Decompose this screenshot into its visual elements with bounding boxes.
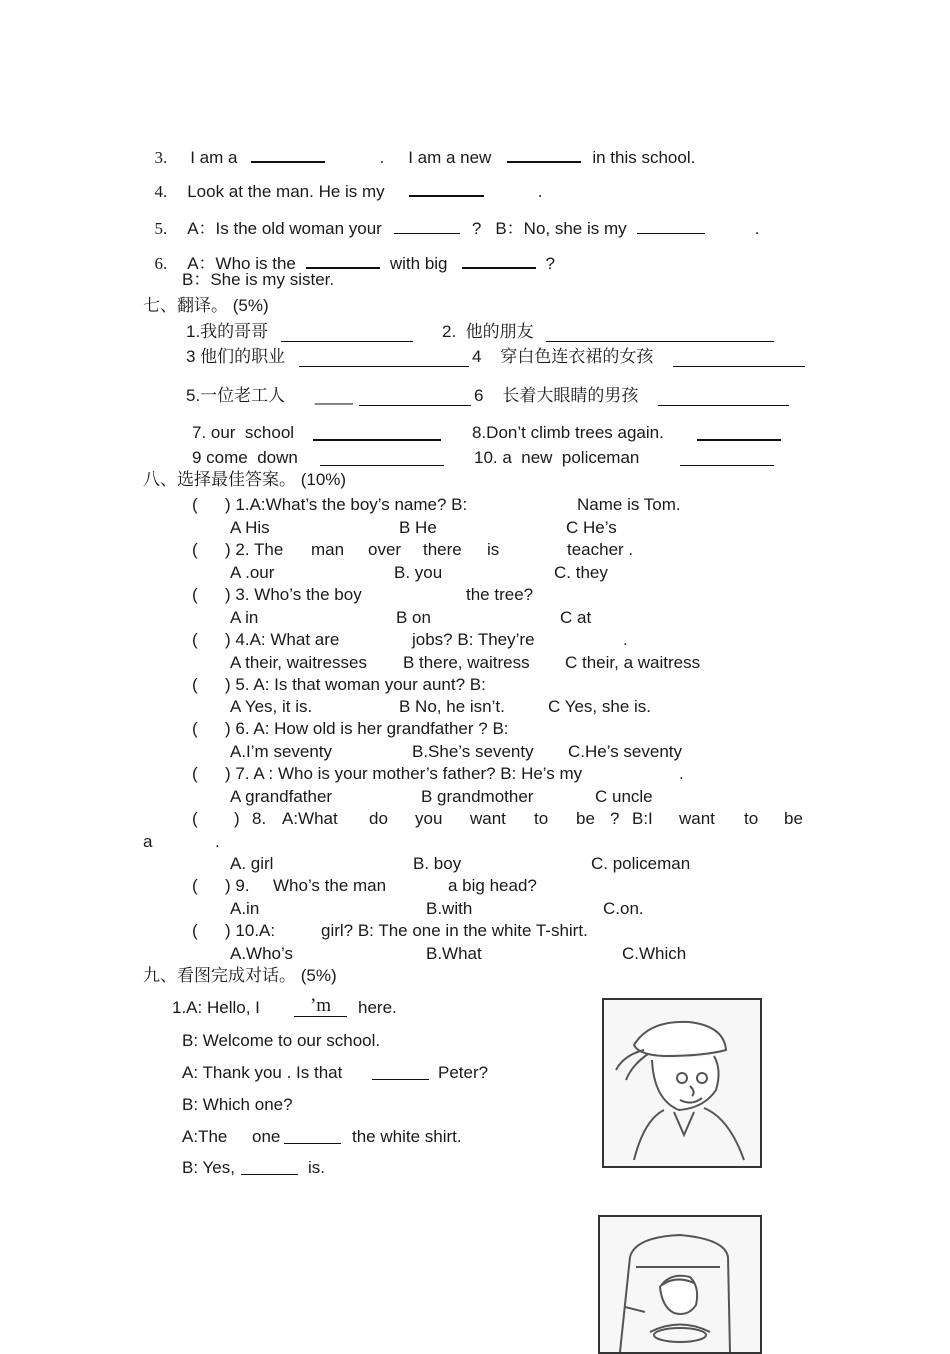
option[interactable]: C He’s [566,518,617,537]
q-text: in this school. [592,148,696,167]
translate-item: 3 他们的职业 [186,347,286,366]
q-word: there [423,540,462,559]
dialog-line: one [252,1127,281,1146]
q-number: 6. [154,254,168,273]
driver-car-icon [600,1217,760,1352]
bracket-open[interactable]: ( [192,719,198,738]
translate-item: 1.我的哥哥 [186,322,269,341]
q4-line [145,162,542,202]
answer-blank[interactable] [409,194,484,197]
option[interactable]: C Yes, she is. [548,697,652,716]
option[interactable]: A grandfather [230,787,333,806]
bracket-close: ) [234,809,240,828]
option[interactable]: B No, he isn’t. [399,697,505,716]
bracket-open[interactable]: ( [192,585,198,604]
answer-blank[interactable] [673,365,805,367]
translate-item: 2. 他的朋友 [442,322,534,341]
option[interactable]: C.Which [622,944,687,963]
q-word: to [534,809,549,828]
answer-blank[interactable] [546,340,774,342]
q-text: I am a [190,148,238,167]
option[interactable]: A in [230,608,259,627]
q-text: I am a new [408,148,492,167]
option[interactable]: A their, waitresses [230,653,368,672]
choice-stem [225,540,283,560]
q-text: . [537,182,543,201]
q-text: . [215,832,220,851]
answer-blank[interactable] [372,1078,429,1080]
translate-item: 5.一位老工人 [186,386,286,405]
answer-blank[interactable] [284,1142,341,1144]
translate-item: 7. our school [192,423,295,442]
underscore-text: ____ [315,386,353,405]
option[interactable]: B. you [394,563,443,582]
q-word: want [679,809,715,828]
answer-blank[interactable] [658,404,789,406]
dialog-line: is. [308,1158,325,1177]
q-text: 9. [235,876,250,895]
q-word: ? [610,809,620,828]
q-text: a big head? [448,876,537,895]
bracket-close: ) [225,495,231,514]
q-text: A：Is the old woman your [187,219,382,238]
option[interactable]: C. policeman [591,854,691,873]
boy-cap-icon [604,1000,760,1166]
q-word: want [470,809,506,828]
q-word: be [784,809,803,828]
option[interactable]: A.I’m seventy [230,742,333,761]
bracket-close: ) [225,630,231,649]
q-text: 5. A: Is that woman your aunt? B: [235,675,486,694]
bracket-open[interactable]: ( [192,495,198,514]
q-word: B:I [632,809,653,828]
q-text: 7. A : Who is your mother’s father? B: He’s my [235,764,583,783]
q-text: Look at the man. He is my [187,182,385,201]
q-text: 4.A: What are [235,630,340,649]
q-text: 3. Who’s the boy [235,585,362,604]
q-number: 5. [154,219,168,238]
bracket-close: ) [225,585,231,604]
option[interactable]: A. girl [230,854,274,873]
bracket-open[interactable]: ( [192,876,198,895]
q-text: . [754,219,760,238]
q6-line [145,234,555,274]
bracket-close: ) [225,876,231,895]
answer-blank[interactable] [320,464,444,466]
q-text: girl? B: The one in the white T-shirt. [321,921,588,940]
q-text: B：No, she is my [495,219,627,238]
bracket-close: ) [225,675,231,694]
dialog-line: B: Which one? [182,1095,293,1114]
q-word: man [311,540,345,559]
bracket-open[interactable]: ( [192,675,198,694]
bracket-open[interactable]: ( [192,540,198,559]
dialog-line: B: Yes, [182,1158,235,1177]
answer-blank[interactable] [462,266,536,269]
answer-blank[interactable] [241,1173,298,1175]
q-word: do [369,809,388,828]
q-text: 1.A:What’s the boy’s name? B: [235,495,468,514]
option[interactable]: B. boy [413,854,462,873]
q-number: 3. [154,148,168,167]
translate-item: 6 长着大眼睛的男孩 [474,386,639,405]
dialog-line: Peter? [438,1063,489,1082]
option[interactable]: C. they [554,563,608,582]
bracket-open[interactable]: ( [192,921,198,940]
option[interactable]: B.with [426,899,473,918]
filled-answer[interactable]: ’m [294,996,347,1017]
q-text: ? [471,219,482,238]
option[interactable]: C uncle [595,787,653,806]
answer-blank[interactable] [306,266,380,269]
q-word: be [576,809,595,828]
translate-item: 9 come down [192,448,298,467]
option[interactable]: A His [230,518,270,537]
choice-stem [225,764,582,784]
translate-item: 8.Don’t climb trees again. [472,423,664,442]
option[interactable]: B.She’s seventy [412,742,534,761]
q6-reply: B：She is my sister. [182,270,335,289]
q-word: you [415,809,443,828]
section-9-heading: 九、看图完成对话。 (5%) [143,966,337,985]
q-text: 8. [252,809,267,828]
answer-blank[interactable] [637,232,705,234]
picture-driver-car [598,1215,762,1354]
option[interactable]: B grandmother [421,787,534,806]
bracket-close: ) [225,921,231,940]
option[interactable]: A.in [230,899,260,918]
answer-blank[interactable] [697,438,781,441]
q5-line [145,199,759,239]
q-word: A:What [282,809,338,828]
q-text: the tree? [466,585,534,604]
q-text: 6. A: How old is her grandfather ? B: [235,719,509,738]
dialog-line: the white shirt. [352,1127,462,1146]
q-text: jobs? B: They’re [412,630,535,649]
bracket-close: ) [225,764,231,783]
q-text: a [143,832,153,851]
q-text: ? [545,254,555,273]
q-text: . [679,764,684,783]
choice-stem [225,921,275,941]
q-text: Who’s the man [273,876,387,895]
option[interactable]: A.Who’s [230,944,293,963]
bracket-close: ) [225,719,231,738]
section-7-heading: 七、翻译。 (5%) [143,296,269,315]
choice-stem [225,719,509,739]
bracket-open[interactable]: ( [192,630,198,649]
option[interactable]: C their, a waitress [565,653,701,672]
q-text: 10.A: [235,921,276,940]
option[interactable]: B on [396,608,431,627]
answer-blank[interactable] [359,404,471,406]
q-text: A：Who is the [187,254,296,273]
choice-stem [225,675,486,695]
option[interactable]: B there, waitress [403,653,530,672]
dialog-line: A:The [182,1127,228,1146]
q-word: over [368,540,402,559]
choice-stem [225,876,250,896]
answer-blank[interactable] [281,340,413,342]
choice-stem [225,495,467,515]
option[interactable]: B.What [426,944,482,963]
picture-boy-cap [602,998,762,1168]
answer-blank[interactable] [680,464,774,466]
dialog-line: A: Thank you . Is that [182,1063,343,1082]
option[interactable]: C.He’s seventy [568,742,683,761]
choice-stem [225,585,362,605]
translate-item: 10. a new policeman [474,448,640,467]
q-text: . [623,630,628,649]
dialog-line: 1.A: Hello, I [172,998,260,1017]
answer-blank[interactable] [313,438,441,441]
option[interactable]: C.on. [603,899,644,918]
translate-item: 4 穿白色连衣裙的女孩 [472,347,654,366]
q-text: . [379,148,385,167]
dialog-line: here. [358,998,397,1017]
q-text: teacher . [567,540,634,559]
choice-stem [225,630,339,650]
option[interactable]: A .our [230,563,275,582]
q-number: 4. [154,182,168,201]
bracket-close: ) [225,540,231,559]
option[interactable]: B He [399,518,437,537]
q-word: is [487,540,500,559]
option[interactable]: C at [560,608,592,627]
bracket-open[interactable]: ( [192,764,198,783]
q-word: to [744,809,759,828]
section-8-heading: 八、选择最佳答案。 (10%) [143,470,347,489]
bracket-open[interactable]: ( [192,809,198,828]
q-text: 2. The [235,540,284,559]
answer-blank[interactable] [299,365,469,367]
dialog-line: B: Welcome to our school. [182,1031,381,1050]
option[interactable]: A Yes, it is. [230,697,313,716]
q-text: with big [389,254,448,273]
q-text: Name is Tom. [577,495,681,514]
